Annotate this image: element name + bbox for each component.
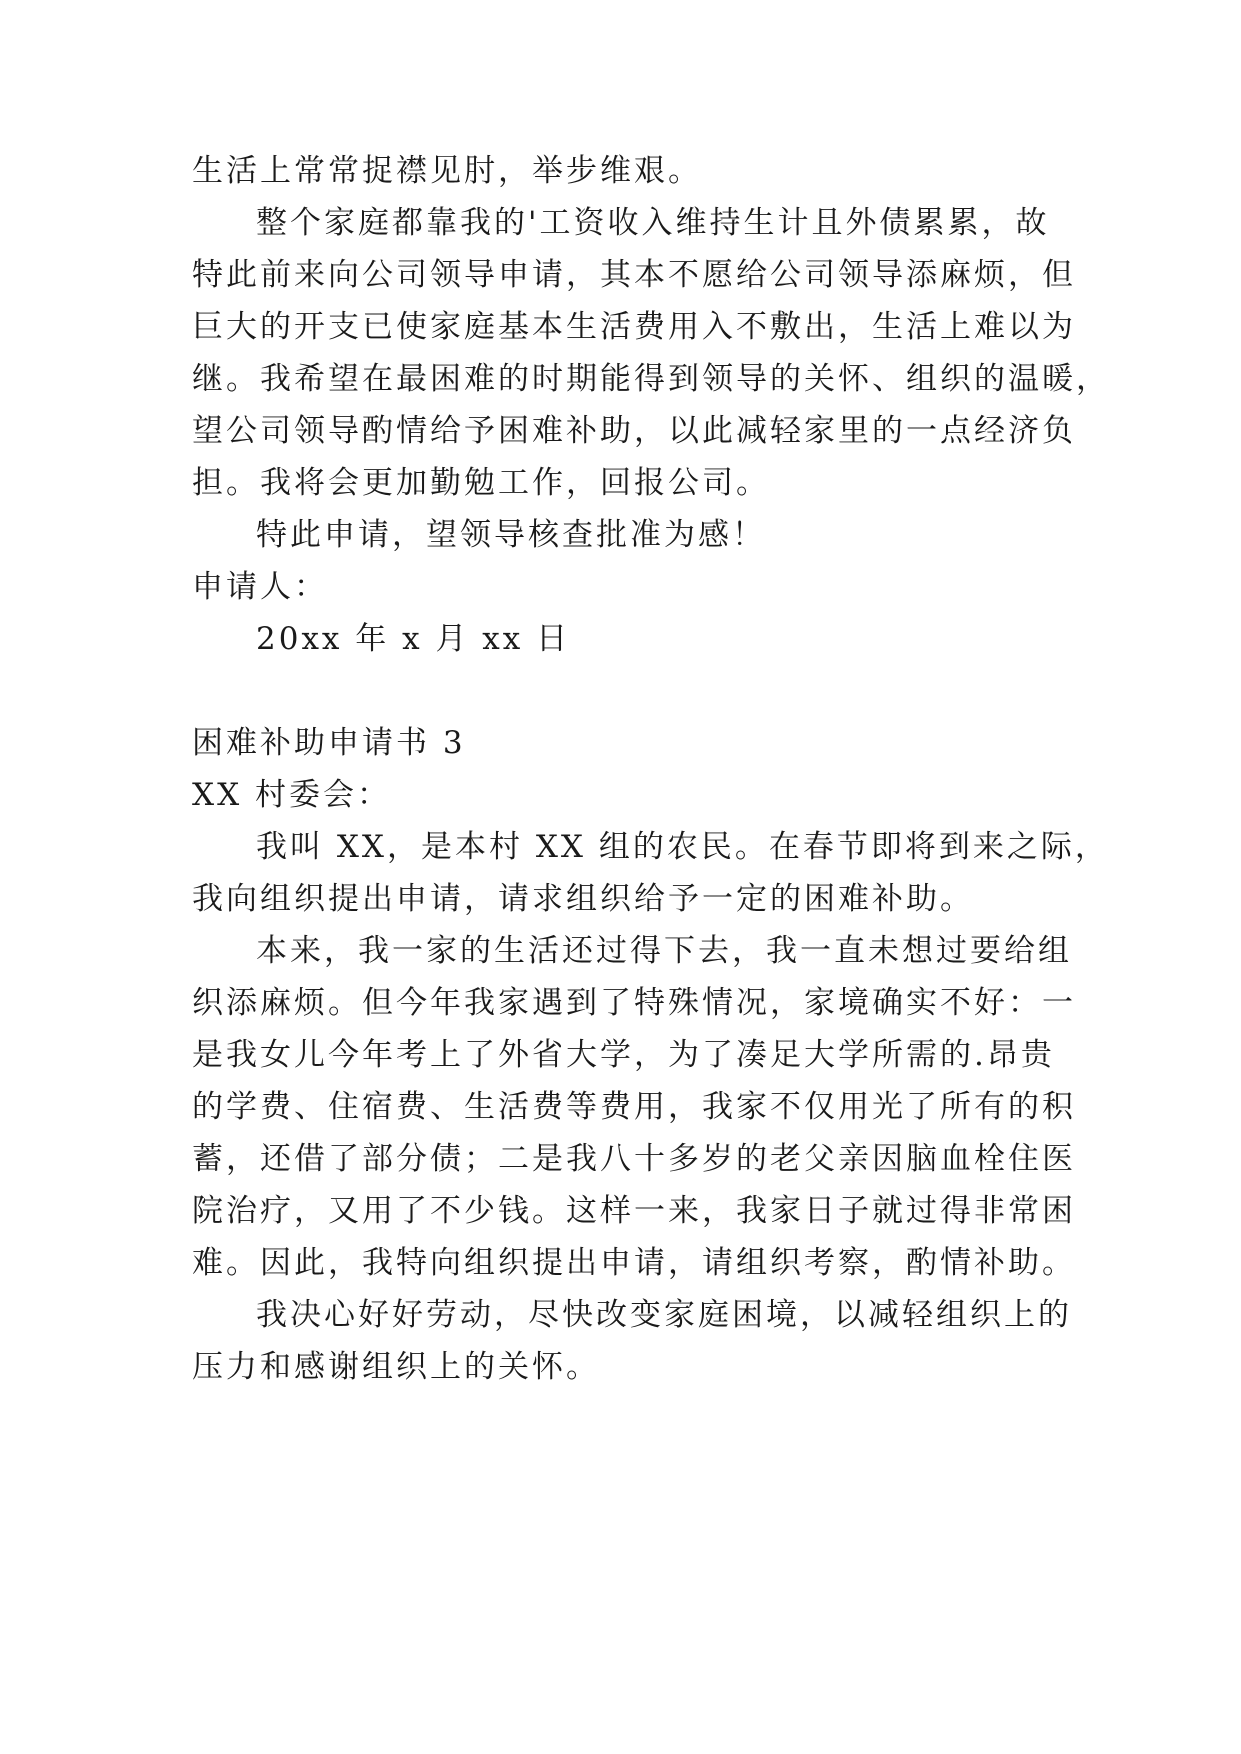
section-title: 困难补助申请书 3 — [192, 725, 466, 761]
paragraph-line: 我向组织提出申请，请求组织给予一定的困难补助。 — [192, 881, 974, 917]
paragraph-line: 难。因此，我特向组织提出申请，请组织考察，酌情补助。 — [192, 1245, 1076, 1281]
paragraph-line: 院治疗，又用了不少钱。这样一来，我家日子就过得非常困 — [192, 1193, 1076, 1229]
paragraph-line: 织添麻烦。但今年我家遇到了特殊情况，家境确实不好：一 — [192, 985, 1076, 1021]
paragraph-line: 的学费、住宿费、生活费等费用，我家不仅用光了所有的积 — [192, 1089, 1076, 1125]
paragraph-line: 特此前来向公司领导申请，其本不愿给公司领导添麻烦，但 — [192, 257, 1076, 293]
paragraph-line: 我叫 XX，是本村 XX 组的农民。在春节即将到来之际， — [256, 829, 1109, 865]
applicant-label: 申请人： — [192, 569, 328, 605]
paragraph-line: 望公司领导酌情给予困难补助，以此减轻家里的一点经济负 — [192, 413, 1076, 449]
paragraph-line: 我决心好好劳动，尽快改变家庭困境，以减轻组织上的 — [256, 1297, 1072, 1333]
paragraph-line: 蓄，还借了部分债；二是我八十多岁的老父亲因脑血栓住医 — [192, 1141, 1076, 1177]
paragraph-line: 继。我希望在最困难的时期能得到领导的关怀、组织的温暖， — [192, 361, 1110, 397]
paragraph-line: 整个家庭都靠我的'工资收入维持生计且外债累累，故 — [256, 205, 1050, 241]
closing-line: 特此申请，望领导核查批准为感！ — [256, 517, 766, 553]
paragraph-line: 本来，我一家的生活还过得下去，我一直未想过要给组 — [256, 933, 1072, 969]
addressee: XX 村委会： — [192, 777, 391, 813]
paragraph-line: 担。我将会更加勤勉工作，回报公司。 — [192, 465, 770, 501]
paragraph-line: 生活上常常捉襟见肘，举步维艰。 — [192, 153, 702, 189]
date-line: 20xx 年 x 月 xx 日 — [256, 621, 571, 657]
paragraph-line: 是我女儿今年考上了外省大学，为了凑足大学所需的.昂贵 — [192, 1037, 1055, 1073]
paragraph-line: 压力和感谢组织上的关怀。 — [192, 1349, 600, 1385]
paragraph-line: 巨大的开支已使家庭基本生活费用入不敷出，生活上难以为 — [192, 309, 1076, 345]
